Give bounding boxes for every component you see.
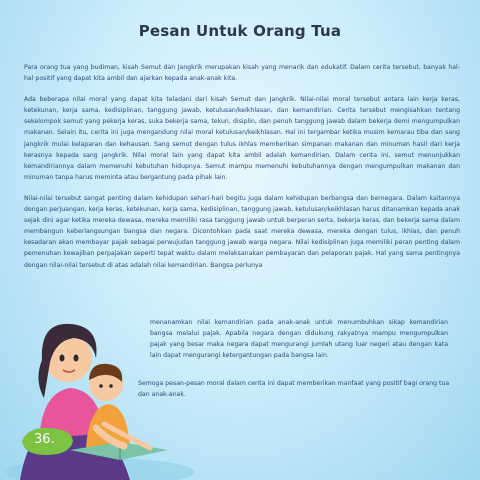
page-title: Pesan Untuk Orang Tua (138, 22, 342, 40)
article-body (24, 62, 460, 271)
paragraph-intro: Para orang tua yang budiman, kisah Semut dan Jangkrik merupakan kisah yang menarik dan edukatif. Dalam cerita tersebut, banyak hal-hal positif yang dapat kita ambil dan ajarkan kepada anak-anak kita. (24, 64, 460, 83)
page-number: 36. (34, 432, 55, 447)
paragraph-continuation: menanamkan nilai kemandirian pada anak-anak untuk menumbuhkan sikap kemandirian bangsa melalui pajak. Apabila negara dengan didukung rakyatnya mampu mengumpulkan pajak yang besar maka negara dapat mengurangi jumlah utang luar negeri atau dengan kata lain dapat mengurangi ketergantungan pada bangsa lain. (150, 319, 448, 360)
paragraph-importance: Nilai-nilai tersebut sangat penting dalam kehidupan sehari-hari begitu juga dalam kehidupan berbangsa dan bernegara. Dalam kaitannya dengan perjuangan, kerja keras, ketekunan, kerja sama, kedisiplinan, tanggung jawab, ketulusan/keikhlasan harus ditanamkan kepada anak sejak dini agar ketika mereka dewasa, mereka memiliki rasa tanggung jawab untuk berperan serta, bekerja keras, dan bekerja sama dalam membangun keberlangsungan bangsa dan negara. Dicontohkan pada saat mereka dewasa, mereka dengan tulus, ikhlas, dan penuh kesadaran akan membayar pajak sebagai perwujudan tanggung jawab warga negara. Nilai kedisiplinan juga memiliki peran penting dalam pemenuhan kewajiban perpajakan seperti tepat waktu dalam melaksanakan pembayaran dan pelaporan pajak. Hal yang sama pentingnya dengan nilai-nilai tersebut di atas adalah nilai kemandirian. Bangsa perlunya (24, 194, 460, 269)
paragraph-moral-values: Ada beberapa nilai moral yang dapat kita teladani dari kisah Semut dan Jangkrik. Nilai-nilai moral tersebut antara lain kerja keras, ketekunan, kerja sama, kedisiplinan, tanggung jawab, ketulusan/keikhlasan, dan kemandirian. Cerita tersebut mengisahkan tentang sekelompok semut yang pekerja keras, suka bekerja sama, tekun, disiplin, dan penuh tanggung jawab dalam bekerja demi mengumpulkan makanan. Selain itu, cerita ini juga mengandung nilai moral ketulusan/keikhlasan. Hal ini tergambar ketika musim kemarau tiba dan sang jangkrik mulai kelaparan dan kehausan. Sang semut dengan tulus ikhlas memberikan simpanan makanan dan minuman hasil dari kerja kerasnya kepada sang jangkrik. Nilai moral lain yang dapat kita ambil adalah kemandirian. Dalam cerita ini, semut menunjukkan kemandiriannya dalam memenuhi kebutuhan hidupnya. Semut mampu memenuhi kebutuhannya dengan mengumpulkan makanan dan minuman tanpa harus meminta atau bergantung pada pihak lain. (24, 96, 460, 181)
paragraph-closing: Semoga pesan-pesan moral dalam cerita ini dapat memberikan manfaat yang positif bagi orang tua dan anak-anak. (138, 380, 450, 399)
